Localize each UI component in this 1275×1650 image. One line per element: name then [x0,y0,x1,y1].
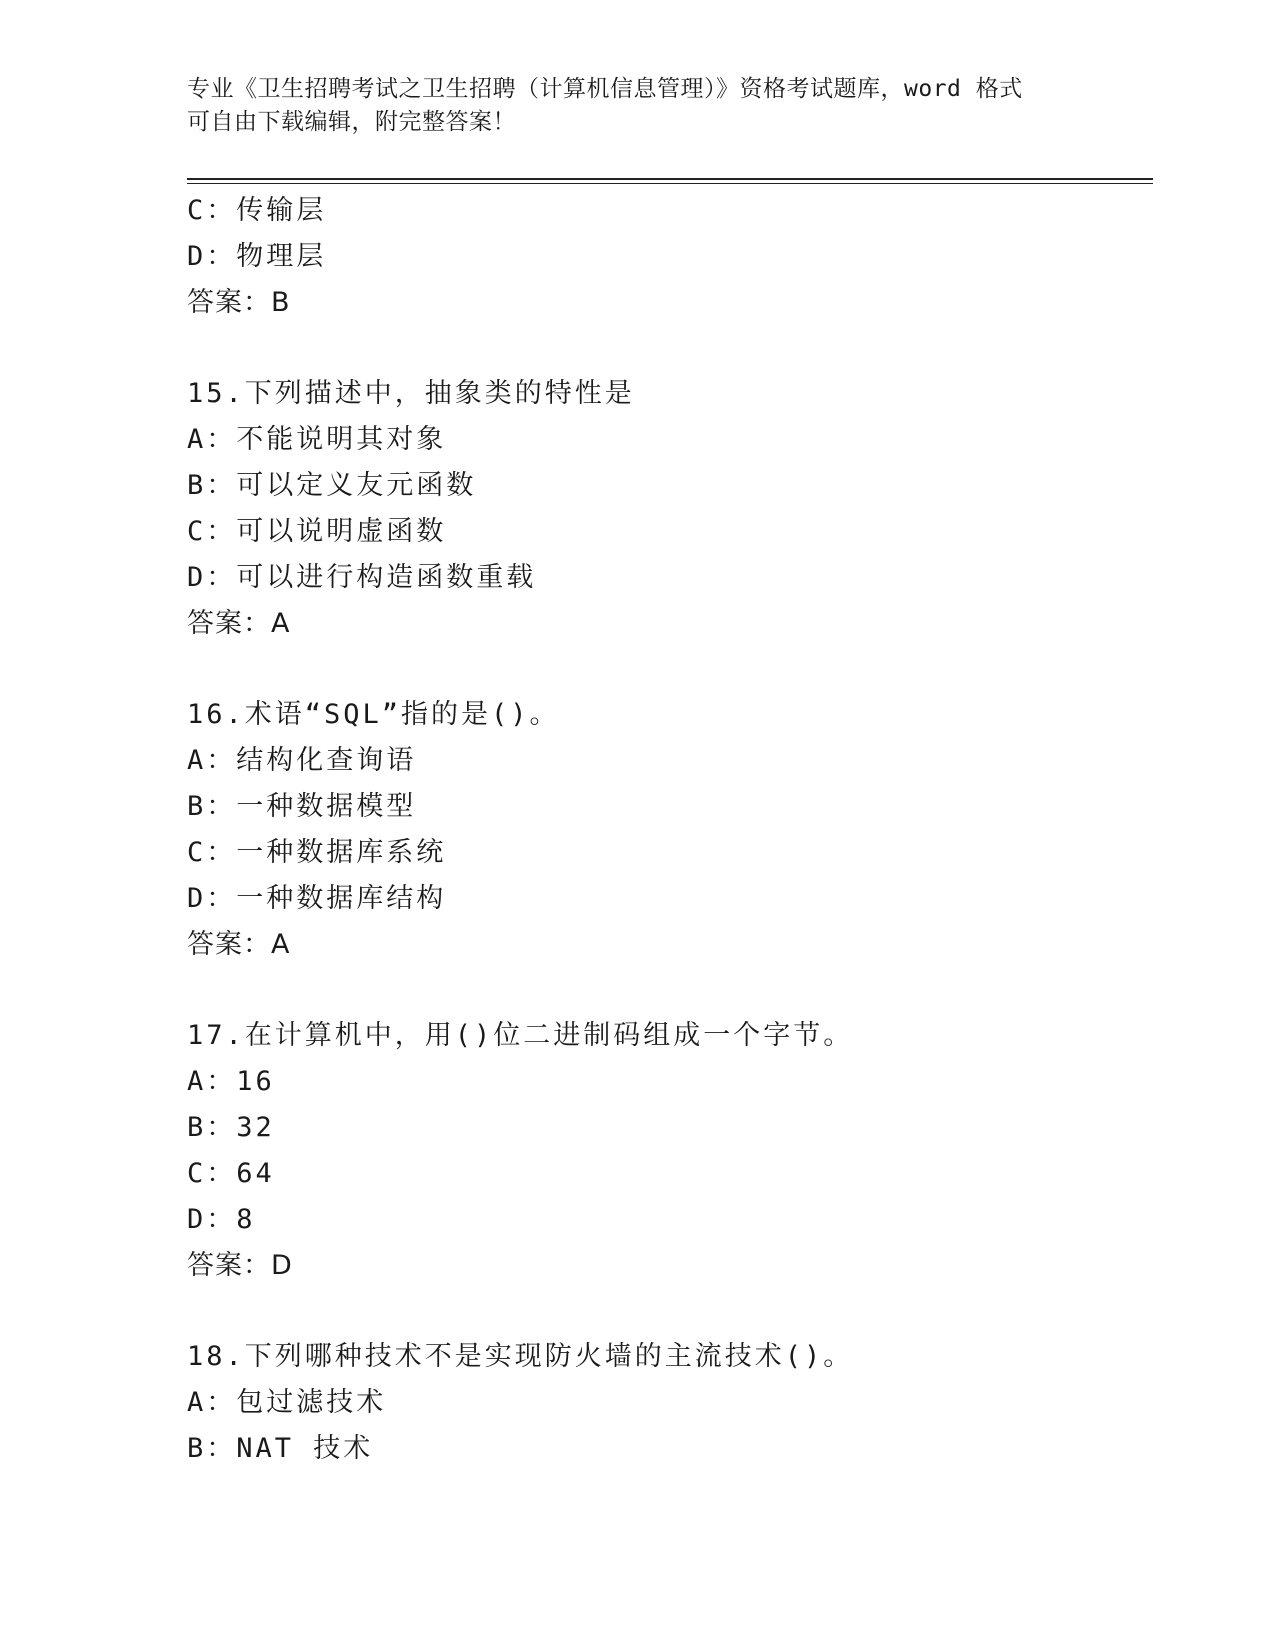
question-list [187,188,1147,1472]
option-a: A：包过滤技术 [187,1387,387,1418]
question-block-prev [187,188,1147,326]
option-c: C：一种数据库系统 [187,837,447,868]
answer-line: 答案：A [187,608,291,639]
option-c: C：64 [187,1158,275,1189]
question-text: 17.在计算机中，用()位二进制码组成一个字节。 [187,1020,854,1051]
option-a: A：不能说明其对象 [187,424,447,455]
option-c: C：可以说明虚函数 [187,516,447,547]
question-block-15 [187,371,1147,647]
option-c: C：传输层 [187,195,327,226]
answer-line: 答案：A [187,929,291,960]
question-block-18 [187,1334,1147,1472]
option-d: D：一种数据库结构 [187,883,447,914]
option-b: B：NAT 技术 [187,1433,374,1464]
option-d: D：可以进行构造函数重载 [187,562,537,593]
answer-line: 答案：D [187,1250,293,1281]
question-text: 16.术语“SQL”指的是()。 [187,699,560,730]
option-d: D：8 [187,1204,256,1235]
header-line-1: 专业《卫生招聘考试之卫生招聘（计算机信息管理）》资格考试题库，word 格式 [187,76,1023,102]
spacer [187,1289,1147,1334]
option-d: D：物理层 [187,241,327,272]
header-divider-thin [187,183,1153,184]
header-line-2: 可自由下载编辑，附完整答案！ [187,109,516,135]
option-b: B：可以定义友元函数 [187,470,477,501]
question-block-17 [187,1013,1147,1289]
question-block-16 [187,692,1147,968]
option-a: A：16 [187,1066,275,1097]
spacer [187,326,1147,371]
question-text: 18.下列哪种技术不是实现防火墙的主流技术()。 [187,1341,854,1372]
spacer [187,647,1147,692]
spacer [187,968,1147,1013]
question-text: 15.下列描述中，抽象类的特性是 [187,378,635,409]
option-b: B：32 [187,1112,275,1143]
option-a: A：结构化查询语 [187,745,417,776]
document-header [187,73,1087,139]
header-divider-thick [187,178,1153,180]
answer-line: 答案：B [187,287,291,318]
option-b: B：一种数据模型 [187,791,417,822]
